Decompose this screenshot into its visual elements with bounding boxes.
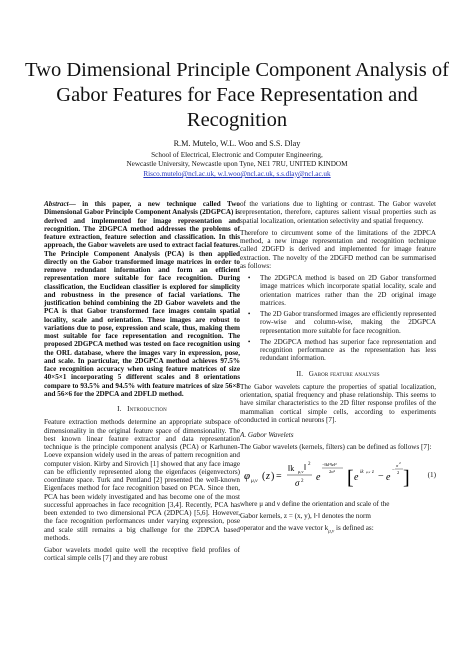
svg-text:σ: σ xyxy=(295,477,300,488)
right-column xyxy=(240,200,436,541)
gabor-paragraph-2: The Gabor wavelets (kernels, filters) can be defined as follows [7]: xyxy=(240,443,432,452)
svg-text:φ: φ xyxy=(244,469,251,482)
right-paragraph-1: of the variations due to lighting or contrast. The Gabor wavelet representation, therefore, captures salient visual properties such as spatial localization, orientation selectivity and spatial frequency. xyxy=(240,200,436,225)
after-equation-text-b: is defined as: xyxy=(336,524,374,532)
svg-text:μ,ν: μ,ν xyxy=(251,477,258,484)
gabor-equation xyxy=(240,458,436,494)
wave-vector-subscript: μ,ν xyxy=(328,529,335,535)
after-equation-line-3 xyxy=(240,524,436,537)
list-item: • The 2DGPCA method is based on 2D Gabor transformed image matrices which incorporate spatial locality, scale and orientation matrices rather than the 2D original image matrices. xyxy=(254,274,436,307)
svg-text:e: e xyxy=(316,471,321,483)
svg-text:−: − xyxy=(378,470,384,482)
section-number: I. xyxy=(117,405,122,413)
svg-text:e: e xyxy=(354,471,359,483)
svg-text:2: 2 xyxy=(301,478,304,484)
left-column xyxy=(44,200,240,567)
svg-text:−‖k‖²‖z‖²: −‖k‖²‖z‖² xyxy=(322,461,337,467)
svg-text:z: z xyxy=(266,470,270,482)
svg-text:=: = xyxy=(276,470,282,482)
svg-text:ik: ik xyxy=(360,469,364,475)
svg-text:): ) xyxy=(271,470,275,482)
contribution-list xyxy=(240,274,436,363)
section-label: Gabor feature analysis xyxy=(308,369,380,378)
subsection-heading: A. Gabor Wavelets xyxy=(240,431,294,439)
section-heading-gabor xyxy=(240,370,436,378)
intro-paragraph-2: Gabor wavelets model quite well the receptive field profiles of cortical simple cells [7] and they are robust xyxy=(44,546,240,563)
svg-text:μ,ν: μ,ν xyxy=(298,468,304,474)
equation-graphic xyxy=(240,458,410,494)
abstract-label: Abstract xyxy=(44,200,69,208)
affiliation-line-2: Newcastle University, Newcastle upon Tyne, NE1 7RU, UNITED KINDOM xyxy=(126,160,348,169)
paper-title: Two Dimensional Principle Component Analysis of Gabor Features for Face Representation and Recognition xyxy=(25,59,449,131)
svg-text:μ,ν: μ,ν xyxy=(366,469,371,474)
section-number: II. xyxy=(296,369,304,378)
email-links[interactable]: Risco.mutelo@ncl.ac.uk, w.l.woo@ncl.ac.uk, s.s.dlay@ncl.ac.uk xyxy=(143,169,331,178)
list-item: • The 2DGPCA method has superior face representation and recognition performance as the representation has less redundant information. xyxy=(254,338,436,363)
after-equation-text-a: operator and the wave vector k xyxy=(240,524,329,532)
svg-text:σ: σ xyxy=(396,462,399,468)
svg-text:2: 2 xyxy=(397,469,400,475)
svg-text:2: 2 xyxy=(308,461,311,467)
svg-text:2: 2 xyxy=(399,460,401,465)
after-equation-line-1: where μ and ν define the orientation and scale of the xyxy=(240,499,390,508)
svg-text:[: [ xyxy=(347,466,354,489)
author-list: R.M. Mutelo, W.L. Woo and S.S. Dlay xyxy=(173,139,301,148)
abstract xyxy=(44,200,240,398)
svg-text:−: − xyxy=(392,467,395,473)
svg-text:‖: ‖ xyxy=(304,462,307,472)
svg-text:‖k: ‖k xyxy=(288,463,295,473)
section-label: Introduction xyxy=(127,405,167,413)
affiliation-block xyxy=(20,151,454,179)
svg-text:2σ²: 2σ² xyxy=(329,468,336,474)
svg-text:z: z xyxy=(372,469,374,475)
section-heading-introduction xyxy=(44,405,240,413)
equation-number: (1) xyxy=(427,470,436,479)
intro-paragraph-1: Feature extraction methods determine an appropriate subspace of dimensionality in the original feature space of dimensionality. The best known linear feature extractor and data representation technique is the principle component analysis (PCA) or Karhunen-Loeve expansion widely used in the areas of pattern recognition and computer vision. Kirby and Sirovich [1] showed that any face image can be efficiently represented along the eigenfaces (eigenvectors) coordinate space. Turk and Pentland [2] presented the well-known Eigenfaces method for face recognition based on PCA. Since then, PCA has been widely investigated and has become one of the most successful approaches in face recognition [3,4]. Recently, PCA has been extended to two dimensional PCA (2DPCA) [5,6]. However, the face recognition performances under varying expression, pose and scale still remains a big challenge for the 2DPCA based methods. xyxy=(44,418,240,542)
list-item: • The 2D Gabor transformed images are efficiently represented row-wise and column-wise, making the 2DGPCA representation more suitable for face recognition. xyxy=(254,310,436,335)
abstract-text: — in this paper, a new technique called Two Dimensional Gabor Principle Component Analysis (2DGPCA) is derived and implemented for image representation and recognition. The 2DGPCA method addresses the problems of feature extraction, feature selection and classification. In this approach, the Gabor wavelets are used to extract facial features. The Principle Component Analysis (PCA) is then applied directly on the Gabor transformed image matrices in order to remove redundant information and form an efficient representation more suitable for face recognition. During classification, the Euclidean classifier is explored for simplicity and robustness in the presence of facial variations. The justification behind combining the 2D Gabor wavelets and the PCA is that Gabor transformed face images contain spatial locality, scale and orientation. These images are robust to variations due to pose, expression and scale, thus, making them most suitable for face representation and recognition. The proposed 2DGPCA method was tested on face recognition using the ORL database, where the images vary in expression, pose, and scale. In particular, the 2DGPCA method achieves 97.5% face recognition accuracy when using feature matrices of size 40×5×1 incorporating 5 different scales and 8 orientations compare to 93.5% and 94.5% with feature matrices of size 56×8 and 56×6 for the 2DPCA and 2DFLD method. xyxy=(44,200,240,398)
after-equation-line-2: Gabor kernels, z = (x, y), ‖·‖ denotes the norm xyxy=(240,511,371,520)
affiliation-line-1: School of Electrical, Electronic and Computer Engineering, xyxy=(151,151,323,159)
svg-text:]: ] xyxy=(403,466,410,489)
svg-text:e: e xyxy=(386,471,391,483)
right-paragraph-2: Therefore to circumvent some of the limitations of the 2DPCA method, a new image representation and recognition technique called 2DGFD is derived and implemented for image feature extraction. The novelty of the 2DGFD method can be summarised as follows: xyxy=(240,228,436,270)
gabor-paragraph-1: The Gabor wavelets capture the properties of spatial localization, orientation, spatial frequency and phase relationship. This seems to have similar characteristics to the 2D filter response profiles of the mammalian cortical simple cells, according to experiments conducted in cortical neurons [7]. xyxy=(240,382,436,424)
svg-text:(: ( xyxy=(262,470,266,482)
